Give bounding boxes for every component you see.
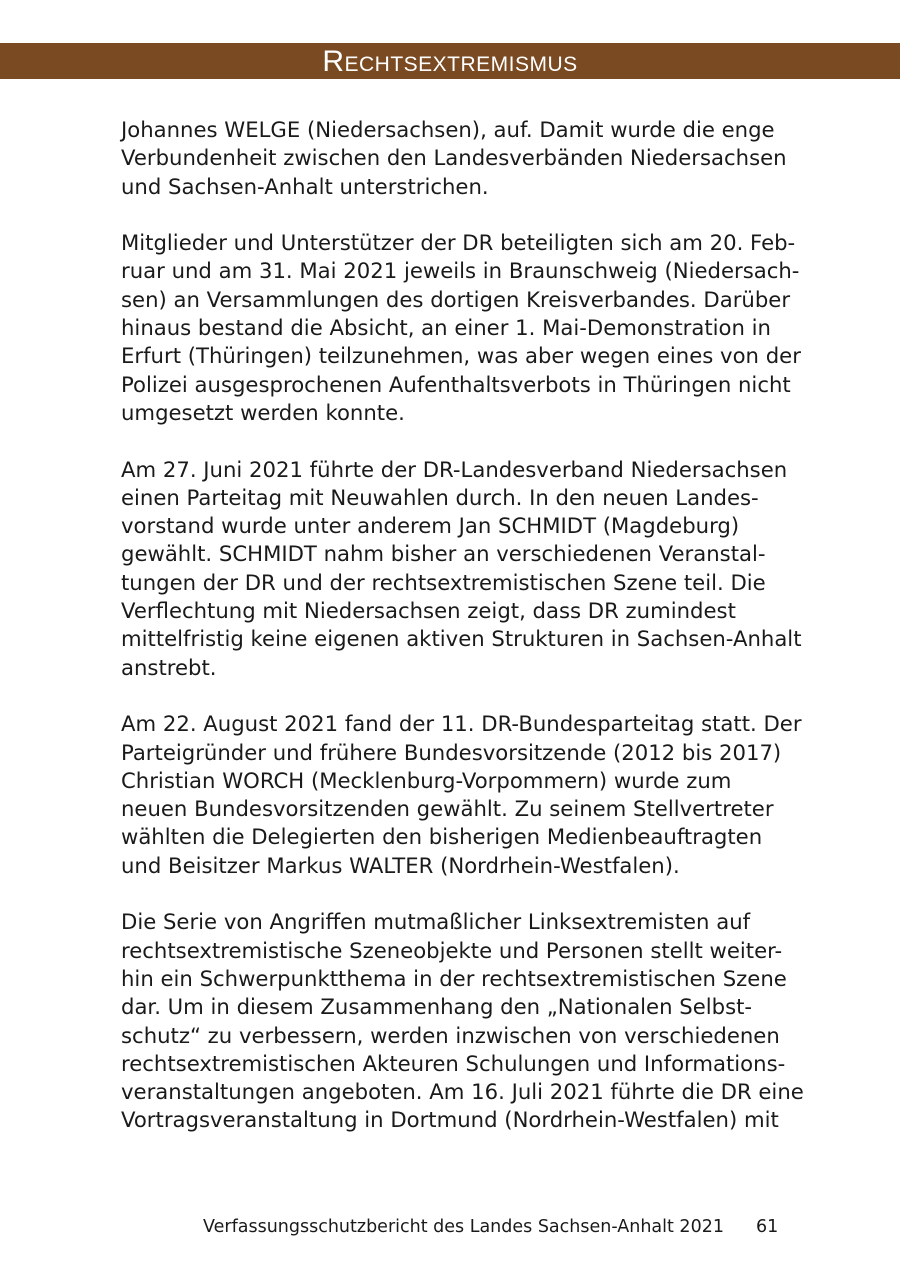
text-line: Polizei ausgesprochenen Aufenthaltsverbots in Thüringen nicht: [121, 371, 791, 397]
text-line: Mitglieder und Unterstützer der DR beteiligten sich am 20. Feb-: [121, 230, 796, 256]
text-line: wählten die Delegierten den bisherigen Medienbeauftragten: [121, 824, 763, 850]
text-line: schutz“ zu verbessern, werden inzwischen von verschiedenen: [121, 1022, 780, 1048]
paragraph: [121, 116, 801, 201]
text-line: umgesetzt werden konnte.: [121, 399, 405, 425]
text-line: rechtsextremistischen Akteuren Schulungen und Informations-: [121, 1050, 786, 1076]
text-line: vorstand wurde unter anderem Jan SCHMIDT (Magdeburg): [121, 513, 740, 539]
text-line: dar. Um in diesem Zusammenhang den „Nationalen Selbst-: [121, 994, 753, 1020]
text-line: hinaus bestand die Absicht, an einer 1. Mai-Demonstration in: [121, 315, 771, 341]
section-header-bar: [0, 43, 900, 79]
text-line: Johannes WELGE (Niedersachsen), auf. Damit wurde die enge: [121, 117, 775, 142]
text-line: einen Parteitag mit Neuwahlen durch. In den neuen Landes-: [121, 484, 759, 510]
text-line: mittelfristig keine eigenen aktiven Strukturen in Sachsen-Anhalt: [121, 626, 802, 652]
text-line: neuen Bundesvorsitzenden gewählt. Zu seinem Stellvertreter: [121, 796, 774, 822]
text-line: ruar und am 31. Mai 2021 jeweils in Braunschweig (Niedersach-: [121, 258, 800, 284]
text-line: Die Serie von Angriffen mutmaßlicher Linksextremisten auf: [121, 909, 751, 935]
text-line: Am 22. August 2021 fand der 11. DR-Bundesparteitag statt. Der: [121, 711, 802, 737]
paragraph: [121, 710, 801, 880]
text-line: Erfurt (Thüringen) teilzunehmen, was aber wegen eines von der: [121, 343, 801, 369]
text-line: Christian WORCH (Mecklenburg-Vorpommern) wurde zum: [121, 767, 732, 793]
text-line: gewählt. SCHMIDT nahm bisher an verschiedenen Veranstal-: [121, 541, 766, 567]
text-line: und Sachsen-Anhalt unterstrichen.: [121, 173, 489, 199]
body-text: [121, 116, 804, 1163]
paragraph: [121, 456, 801, 682]
text-line: Parteigründer und frühere Bundesvorsitzende (2012 bis 2017): [121, 739, 782, 765]
text-line: Am 27. Juni 2021 führte der DR-Landesverband Niedersachsen: [121, 456, 788, 482]
text-line: Verbundenheit zwischen den Landesverbänden Niedersachsen: [121, 145, 787, 171]
text-line: veranstaltungen angeboten. Am 16. Juli 2021 führte die DR eine: [121, 1079, 804, 1105]
text-line: anstrebt.: [121, 654, 217, 680]
section-title: Rechtsextremismus: [322, 45, 578, 78]
text-line: tungen der DR und der rechtsextremistischen Szene teil. Die: [121, 569, 766, 595]
text-line: rechtsextremistische Szeneobjekte und Personen stellt weiter-: [121, 937, 783, 963]
footer-publication-title: Verfassungsschutzbericht des Landes Sachsen-Anhalt 2021: [203, 1217, 724, 1237]
text-line: hin ein Schwerpunktthema in der rechtsextremistischen Szene: [121, 965, 787, 991]
text-line: sen) an Versammlungen des dortigen Kreisverbandes. Darüber: [121, 286, 791, 312]
page-number: 61: [756, 1217, 779, 1237]
paragraph: [121, 908, 804, 1134]
text-line: Vortragsveranstaltung in Dortmund (Nordrhein-Westfalen) mit: [121, 1107, 779, 1133]
text-line: Verflechtung mit Niedersachsen zeigt, dass DR zumindest: [121, 598, 736, 624]
paragraph: [121, 229, 801, 427]
text-line: und Beisitzer Markus WALTER (Nordrhein-Westfalen).: [121, 852, 680, 878]
